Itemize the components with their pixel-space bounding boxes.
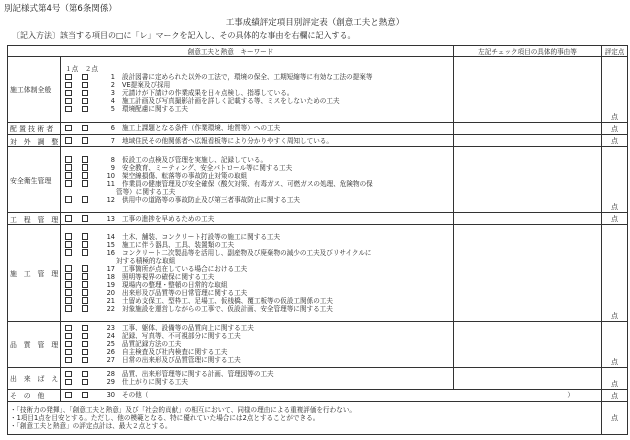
checkbox-2-point[interactable] (82, 289, 89, 296)
item-number: 29 (106, 378, 115, 387)
note-line: ・「技術力の発揮」、「創意工夫と熱意」及び「社会的貢献」の相互において、同様の理由による重複評価を行わない。 (10, 405, 357, 414)
items-cell (61, 225, 454, 322)
checkbox-2-point[interactable] (82, 90, 89, 97)
checkbox-2-point[interactable] (82, 357, 89, 364)
reason-cell[interactable] (454, 213, 602, 225)
item-text-continued: 対する積極的な取組 (116, 256, 176, 265)
check-item (63, 281, 451, 289)
form-number: 別記様式第4号（第6条関係） (4, 4, 117, 14)
item-number: 14 (106, 232, 115, 241)
item-text: 仕上がりに関する工夫 (122, 378, 188, 387)
item-number: 18 (106, 272, 115, 281)
item-number: 28 (106, 370, 115, 379)
checkbox-1-point[interactable] (65, 341, 72, 348)
keyword-column-header: 創意工夫と熱意 キーワード (8, 46, 454, 57)
category-row (8, 389, 628, 401)
checkbox-1-point[interactable] (65, 349, 72, 356)
checkbox-1-point[interactable] (65, 196, 72, 203)
item-number: 24 (106, 332, 115, 341)
item-text: 記録、写真等、不可視部分に関する工夫 (122, 332, 241, 341)
item-number: 10 (106, 171, 115, 180)
checkbox-2-point[interactable] (82, 249, 89, 256)
item-number: 19 (106, 280, 115, 289)
item-text: 工事、躯体、設備等の品質向上に関する工夫 (122, 324, 254, 333)
total-score-cell[interactable]: 点 (602, 401, 628, 434)
checkbox-2-point[interactable] (82, 333, 89, 340)
item-text: 対象施設を運営しながらの工事で、仮設計画、安全管理等に関する工夫 (122, 304, 333, 313)
item-number: 22 (106, 304, 115, 313)
checkbox-2-point[interactable] (82, 379, 89, 386)
checkbox-1-point[interactable] (65, 265, 72, 272)
score-cell[interactable]: 点 (602, 147, 628, 213)
item-number: 25 (106, 340, 115, 349)
checkbox-2-point[interactable] (82, 273, 89, 280)
item-text: その他（ (122, 391, 149, 400)
note-line: ・「創意工夫と熱意」の評定点計は、最大２点とする。 (10, 422, 172, 431)
category-label: 品 質 管 理 (8, 321, 61, 367)
check-item (63, 137, 451, 145)
checkbox-1-point[interactable] (65, 233, 72, 240)
item-text: 工事の進捗を早めるための工夫 (122, 214, 215, 223)
checkbox-2-point[interactable] (82, 164, 89, 171)
item-text: 施工に伴う器具、工具、装置類の工夫 (122, 240, 235, 249)
item-text: 土留め支保工、型枠工、足場工、仮桟橋、覆工板等の仮設工関係の工夫 (122, 296, 333, 305)
check-item (63, 172, 451, 180)
checkbox-1-point[interactable] (65, 357, 72, 364)
item-text: VE提案及び採用 (122, 81, 171, 90)
checkbox-2-point[interactable] (82, 325, 89, 332)
category-row (8, 367, 628, 389)
item-number: 15 (106, 240, 115, 249)
check-item (63, 124, 451, 132)
item-text: コンクリート二次製品等を活用し、副産物及び廃棄物の減少の工夫及びリサイクルに (122, 248, 372, 257)
checkbox-1-point[interactable] (65, 82, 72, 89)
checkbox-1-point[interactable] (65, 172, 72, 179)
item-text: 元請けが下請けの作業成果を日々点検し、指導している。 (122, 89, 294, 98)
check-item (63, 105, 451, 113)
check-item (63, 289, 451, 297)
item-text: 出来形及び品質等の日常管理に関する工夫 (122, 288, 248, 297)
check-item (63, 156, 451, 164)
checkbox-2-point[interactable] (82, 156, 89, 163)
check-item (63, 297, 451, 305)
category-row (8, 57, 628, 123)
items-cell (61, 122, 454, 134)
item-number: 4 (110, 97, 115, 106)
score-cell[interactable]: 点 (602, 367, 628, 389)
check-item (63, 233, 451, 241)
checkbox-2-point[interactable] (82, 196, 89, 203)
instructions: 〔記入方法〕該当する項目の□に「レ」マークを記入し、その具体的な事由を右欄に記入する。 (12, 31, 356, 40)
checkbox-1-point[interactable] (65, 297, 72, 304)
checkbox-2-point[interactable] (82, 371, 89, 378)
category-label: 施工体制全般 (8, 57, 61, 123)
score-cell[interactable]: 点 (602, 122, 628, 134)
item-text: 土木、舗装、コンクリート打設等の施工に関する工夫 (122, 232, 281, 241)
checkbox-1-point[interactable] (65, 289, 72, 296)
checkbox-1-point[interactable] (65, 156, 72, 163)
check-item (63, 305, 451, 313)
category-row (8, 213, 628, 225)
reason-cell[interactable] (454, 321, 602, 367)
checkbox-1-point[interactable] (65, 371, 72, 378)
checkbox-2-point[interactable] (82, 341, 89, 348)
category-label: 工 程 管 理 (8, 213, 61, 225)
other-close-paren: ） (567, 391, 574, 400)
item-number: 9 (110, 163, 115, 172)
checkbox-1-point[interactable] (65, 241, 72, 248)
item-text: 設計図書に定められた以外の工法で，環境の保全、工期短縮等に有効な工法の提案等 (122, 73, 373, 82)
item-text: 地域住民その他関係者へ広報看板等により分かりやすく周知している。 (122, 136, 333, 145)
item-text: 品質記録方法の工夫 (122, 340, 182, 349)
checkbox-2-point[interactable] (82, 233, 89, 240)
category-label: 施 工 管 理 (8, 225, 61, 322)
item-number: 17 (106, 264, 115, 273)
items-cell (61, 147, 454, 213)
category-row (8, 122, 628, 134)
check-item (63, 273, 451, 281)
item-number: 8 (110, 155, 115, 164)
item-number: 1 (110, 73, 115, 82)
check-item (63, 215, 451, 223)
item-text: 照明等視界の確保に関する工夫 (122, 272, 215, 281)
category-label: そ の 他 (8, 389, 61, 401)
item-text: 仮設工の点検及び管理を実施し、記録している。 (122, 155, 268, 164)
check-item (63, 196, 451, 204)
checkbox-2-point[interactable] (82, 180, 89, 187)
checkbox-1-point[interactable] (65, 325, 72, 332)
check-item (63, 265, 451, 273)
item-number: 16 (106, 248, 115, 257)
checkbox-1-point[interactable] (65, 164, 72, 171)
checkbox-2-point[interactable] (82, 349, 89, 356)
reason-cell[interactable] (454, 135, 602, 147)
check-item (63, 164, 451, 172)
item-text: 自主検査及び社内検査に関する工夫 (122, 348, 228, 357)
items-cell (61, 57, 454, 123)
score-cell[interactable]: 点 (602, 321, 628, 367)
item-number: 11 (106, 179, 115, 188)
item-text: 架空線損傷、転落等の事故防止対策の取組 (122, 171, 248, 180)
checkbox-2-point[interactable] (82, 392, 89, 399)
reason-cell[interactable] (454, 57, 602, 123)
checkbox-1-point[interactable] (65, 180, 72, 187)
checkbox-1-point[interactable] (65, 392, 72, 399)
item-text-continued: 管等）に関する工夫 (116, 187, 176, 196)
checkbox-1-point[interactable] (65, 74, 72, 81)
checkbox-2-point[interactable] (82, 215, 89, 222)
item-text: 施工上課題となる条件（作業環境、地質等）への工夫 (122, 124, 281, 133)
checkbox-1-point[interactable] (65, 106, 72, 113)
checkbox-2-point[interactable] (82, 106, 89, 113)
checkbox-2-point[interactable] (82, 281, 89, 288)
checkbox-1-point[interactable] (65, 215, 72, 222)
category-row (8, 147, 628, 213)
check-item (63, 180, 451, 188)
item-text: 作業員の健康管理及び安全確保（酸欠対策、有毒ガス、可燃ガスの処理、危険物の保 (122, 179, 373, 188)
checkbox-1-point[interactable] (65, 90, 72, 97)
document-title: 工事成績評定項目別評定表（創意工夫と熱意） (225, 18, 405, 28)
checkbox-1-point[interactable] (65, 305, 72, 312)
item-text: 品質、出来形管理等に関する計画、管理図等の工夫 (122, 370, 274, 379)
category-row (8, 321, 628, 367)
category-row (8, 135, 628, 147)
item-text: 安全教育、ミーティング、安全パトロール等に関する工夫 (122, 163, 293, 172)
checkbox-2-point[interactable] (82, 82, 89, 89)
checkbox-2-point[interactable] (82, 137, 89, 144)
checkbox-2-point[interactable] (82, 125, 89, 132)
items-cell (61, 389, 602, 401)
note-line: ・1項目1点を目安とする。ただし、他の模範となる、特に優れていた場合には2点とすることができる。 (10, 413, 320, 422)
checkbox-1-point[interactable] (65, 125, 72, 132)
point-labels: １点 ２点 (65, 65, 98, 74)
checkbox-2-point[interactable] (82, 98, 89, 105)
item-number: 3 (110, 89, 115, 98)
item-number: 30 (106, 391, 115, 400)
items-cell (61, 367, 454, 389)
checkbox-1-point[interactable] (65, 379, 72, 386)
item-number: 2 (110, 81, 115, 90)
check-item (63, 241, 451, 249)
item-number: 26 (106, 348, 115, 357)
category-label: 出 来 ば え (8, 367, 61, 389)
item-number: 12 (106, 195, 115, 204)
item-text: 施工計画及び写真撮影計画を詳しく記載する等、ミスをしないための工夫 (122, 97, 340, 106)
score-cell[interactable]: 点 (602, 135, 628, 147)
item-text: 供用中の道路等の事故防止及び第三者事故防止に関する工夫 (122, 195, 301, 204)
item-text: 日常の出来形及び品質管理に関する工夫 (122, 356, 241, 365)
category-label: 対 外 調 整 (8, 135, 61, 147)
category-label: 安全衛生管理 (8, 147, 61, 213)
notes-row (8, 401, 628, 434)
score-cell[interactable]: 点 (602, 225, 628, 322)
item-text: 環境配慮に関する工夫 (122, 105, 188, 114)
evaluation-table (7, 45, 628, 435)
score-cell[interactable]: 点 (602, 213, 628, 225)
checkbox-1-point[interactable] (65, 333, 72, 340)
checkbox-1-point[interactable] (65, 137, 72, 144)
items-cell (61, 213, 454, 225)
item-number: 20 (106, 288, 115, 297)
item-number: 7 (110, 136, 115, 145)
checkbox-1-point[interactable] (65, 273, 72, 280)
reason-cell[interactable] (454, 122, 602, 134)
item-text: 現場内の整理・整頓の日常的な取組 (122, 280, 228, 289)
checkbox-1-point[interactable] (65, 249, 72, 256)
checkbox-2-point[interactable] (82, 305, 89, 312)
checkbox-1-point[interactable] (65, 98, 72, 105)
items-cell (61, 135, 454, 147)
checkbox-2-point[interactable] (82, 172, 89, 179)
check-item (63, 378, 451, 386)
category-row (8, 225, 628, 322)
item-number: 23 (106, 324, 115, 333)
item-number: 13 (106, 214, 115, 223)
checkbox-2-point[interactable] (82, 265, 89, 272)
check-item (63, 356, 451, 364)
check-item (63, 391, 599, 399)
checkbox-1-point[interactable] (65, 281, 72, 288)
reason-cell[interactable] (454, 367, 602, 389)
checkbox-2-point[interactable] (82, 241, 89, 248)
category-label: 配 置 技 術 者 (8, 122, 61, 134)
score-cell[interactable]: 点 (602, 57, 628, 123)
item-number: 5 (110, 105, 115, 114)
notes-cell (8, 401, 602, 434)
reason-cell[interactable] (454, 147, 602, 213)
item-number: 27 (106, 356, 115, 365)
score-cell[interactable]: 点 (602, 389, 628, 401)
item-text: 工事箇所が点在している場合における工夫 (122, 264, 248, 273)
checkbox-2-point[interactable] (82, 297, 89, 304)
items-cell (61, 321, 454, 367)
checkbox-2-point[interactable] (82, 74, 89, 81)
check-item (63, 249, 451, 257)
item-number: 6 (110, 124, 115, 133)
item-number: 21 (106, 296, 115, 305)
reason-column-header: 左記チェック項目の具体的事由等 (454, 46, 602, 57)
reason-cell[interactable] (454, 225, 602, 322)
score-column-header: 評定点 (602, 46, 628, 57)
